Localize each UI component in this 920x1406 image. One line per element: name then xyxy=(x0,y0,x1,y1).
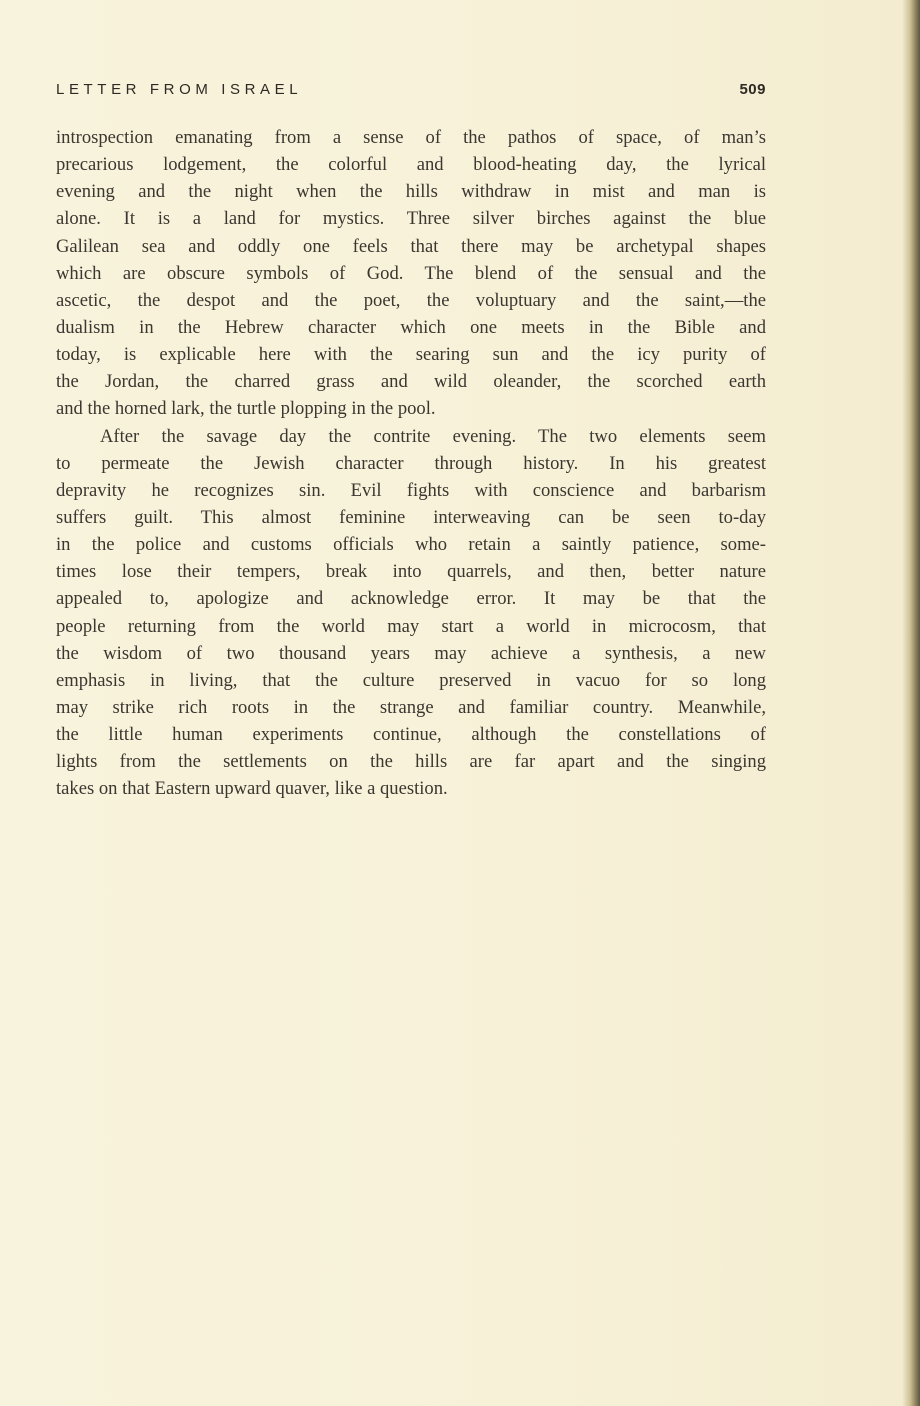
running-head xyxy=(56,81,766,105)
text-line: suffers guilt. This almost feminine interweaving can be seen to-day xyxy=(56,506,766,528)
text-line: in the police and customs officials who retain a saintly patience, some- xyxy=(56,534,766,556)
text-line: takes on that Eastern upward quaver, like a question. xyxy=(56,778,448,800)
text-line: dualism in the Hebrew character which one meets in the Bible and xyxy=(56,316,766,338)
text-line: times lose their tempers, break into quarrels, and then, better nature xyxy=(56,561,766,583)
text-line: emphasis in living, that the culture preserved in vacuo for so long xyxy=(56,669,766,691)
text-line: and the horned lark, the turtle plopping in the pool. xyxy=(56,398,436,420)
text-line: may strike rich roots in the strange and familiar country. Meanwhile, xyxy=(56,696,766,718)
text-line: to permeate the Jewish character through history. In his greatest xyxy=(56,452,766,474)
text-line: After the savage day the contrite evening. The two elements seem xyxy=(100,425,766,447)
text-line: today, is explicable here with the searing sun and the icy purity of xyxy=(56,344,766,366)
text-line: introspection emanating from a sense of the pathos of space, of man’s xyxy=(56,127,766,148)
running-head-title: LETTER FROM ISRAEL xyxy=(56,81,303,98)
text-line: ascetic, the despot and the poet, the voluptuary and the saint,—the xyxy=(56,289,766,311)
page-edge-shadow xyxy=(902,0,920,1406)
text-line: the little human experiments continue, although the constellations of xyxy=(56,724,766,746)
text-line: people returning from the world may start a world in microcosm, that xyxy=(56,615,766,637)
text-line: the Jordan, the charred grass and wild oleander, the scorched earth xyxy=(56,371,766,393)
text-line: precarious lodgement, the colorful and blood-heating day, the lyrical xyxy=(56,154,766,176)
text-line: which are obscure symbols of God. The blend of the sensual and the xyxy=(56,262,766,284)
text-line: depravity he recognizes sin. Evil fights with conscience and barbarism xyxy=(56,479,766,501)
body-text xyxy=(56,124,766,803)
text-line: evening and the night when the hills withdraw in mist and man is xyxy=(56,181,766,203)
text-line: appealed to, apologize and acknowledge error. It may be that the xyxy=(56,588,766,610)
text-line: alone. It is a land for mystics. Three silver birches against the blue xyxy=(56,208,766,230)
text-line: the wisdom of two thousand years may achieve a synthesis, a new xyxy=(56,642,766,664)
page-number: 509 xyxy=(739,81,766,98)
text-line: Galilean sea and oddly one feels that there may be archetypal shapes xyxy=(56,235,766,257)
text-line: lights from the settlements on the hills are far apart and the singing xyxy=(56,751,766,773)
